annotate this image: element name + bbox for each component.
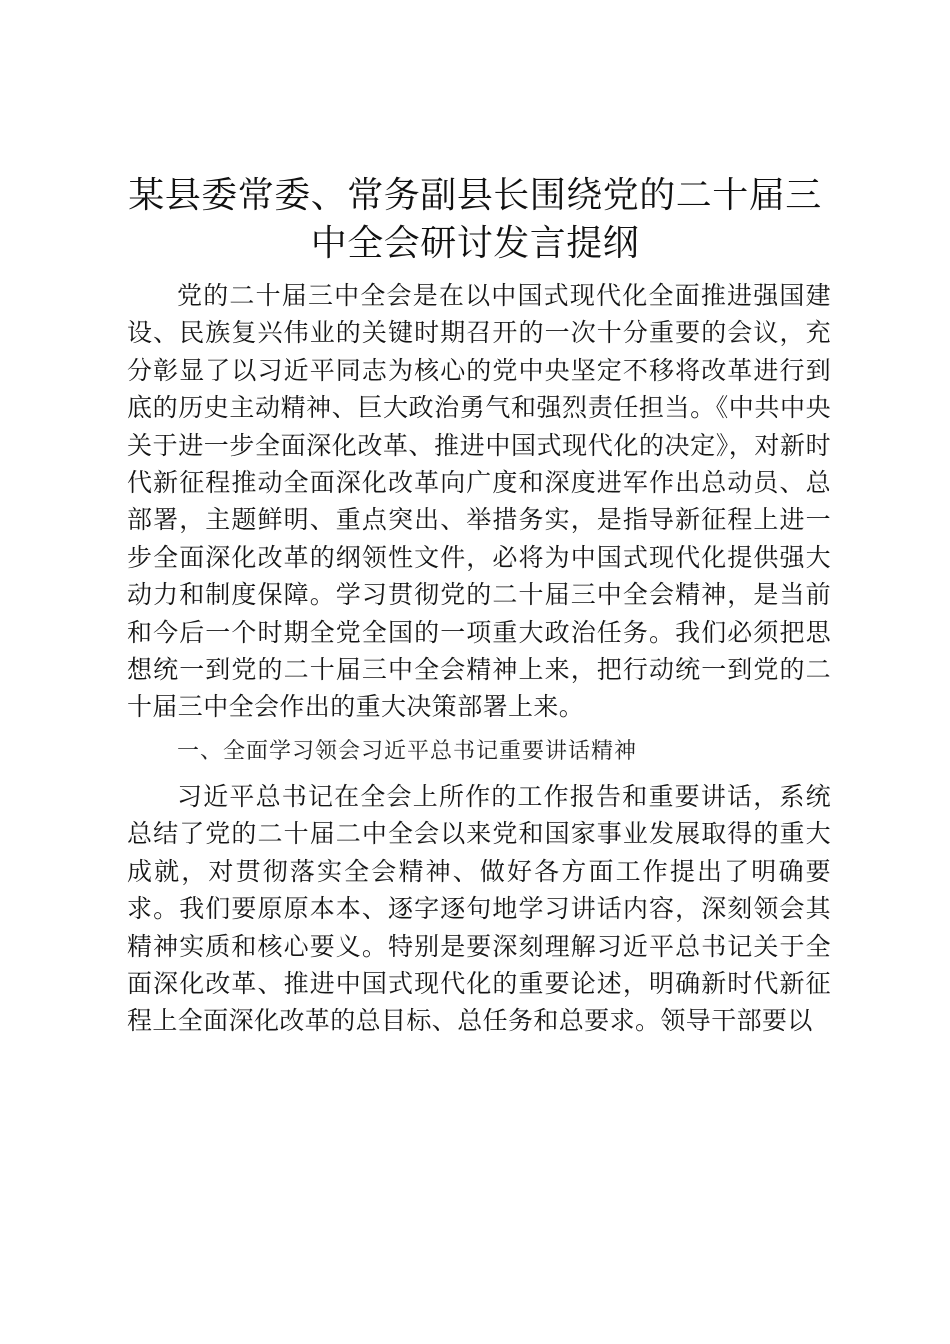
intro-paragraph: 党的二十届三中全会是在以中国式现代化全面推进强国建设、民族复兴伟业的关键时期召开的一次十分重要的会议，充分彰显了以习近平同志为核心的党中央坚定不移将改革进行到底的历史主动精神、巨大政治勇气和强烈责任担当。《中共中央关于进一步全面深化改革、推进中国式现代化的决定》，对新时代新征程推动全面深化改革向广度和深度进军作出总动员、总部署，主题鲜明、重点突出、举措务实，是指导新征程上进一步全面深化改革的纲领性文件，必将为中国式现代化提供强大动力和制度保障。学习贯彻党的二十届三中全会精神，是当前和今后一个时期全党全国的一项重大政治任务。我们必须把思想统一到党的二十届三中全会精神上来，把行动统一到党的二十届三中全会作出的重大决策部署上来。 [127,281,831,722]
document-body [127,277,831,1040]
document-title: 某县委常委、常务副县长围绕党的二十届三中全会研讨发言提纲 [128,175,822,264]
section-1-paragraph: 习近平总书记在全会上所作的工作报告和重要讲话，系统总结了党的二十届二中全会以来党和国家事业发展取得的重大成就，对贯彻落实全会精神、做好各方面工作提出了明确要求。我们要原原本本、逐字逐句地学习讲话内容，深刻领会其精神实质和核心要义。特别是要深刻理解习近平总书记关于全面深化改革、推进中国式现代化的重要论述，明确新时代新征程上全面深化改革的总目标、总任务和总要求。领导干部要以 [127,781,831,1036]
section-heading-1: 一、全面学习领会习近平总书记重要讲话精神 [177,738,638,764]
